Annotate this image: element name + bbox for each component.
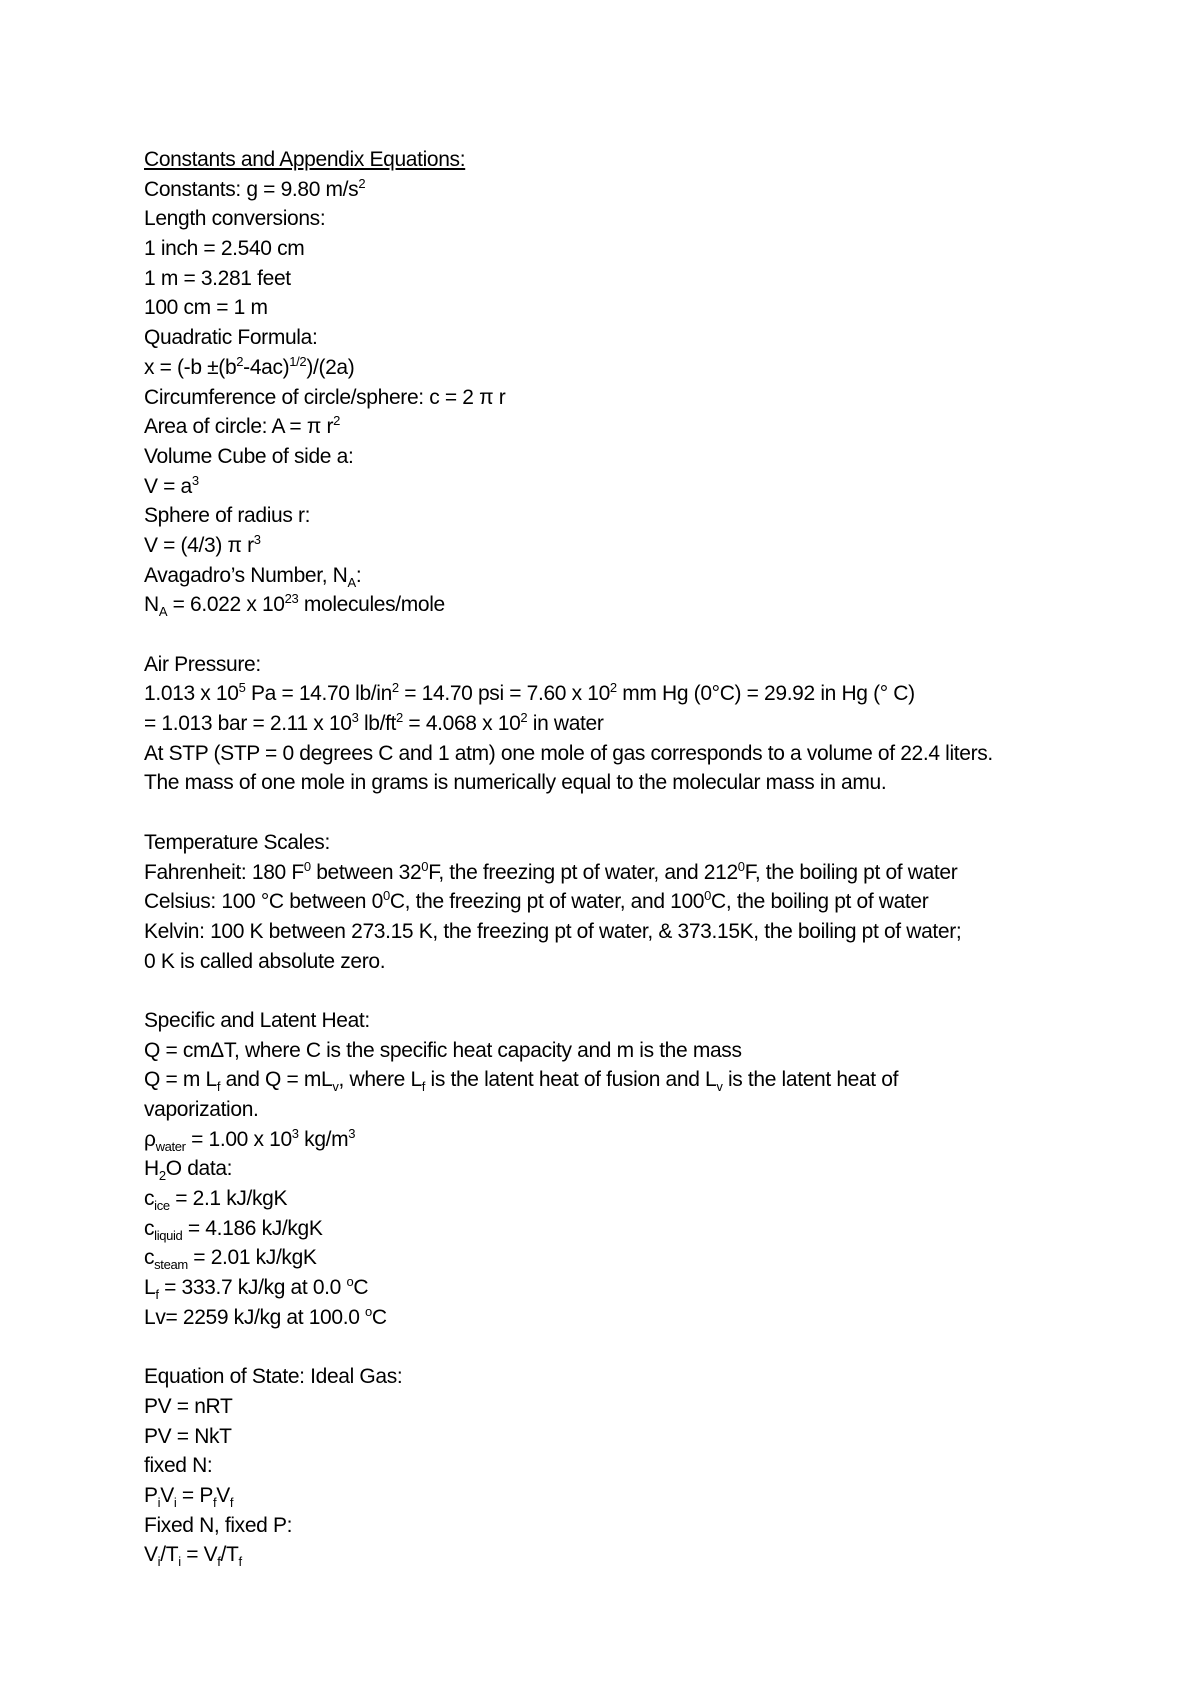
text-run: /T [160,1543,179,1567]
text-line [144,501,1104,531]
text-line [144,1154,1104,1184]
text-run: /T [220,1543,239,1567]
text-run: ρ [144,1127,156,1151]
text-line [144,1422,1104,1452]
subscript: f [229,1495,234,1511]
blank-line [144,1333,1104,1363]
text-run: O data: [165,1157,233,1181]
text-line [144,1451,1104,1481]
superscript: 2 [609,680,617,696]
text-run: = 1.013 bar = 2.11 x 10 [144,712,352,736]
superscript: 0 [382,888,390,904]
blank-line [144,798,1104,828]
text-run: H [144,1157,159,1181]
text-run: PV = NkT [144,1424,232,1448]
subscript: f [212,1495,217,1511]
text-run: = 2.1 kJ/kgK [169,1187,288,1211]
text-line [144,1095,1104,1125]
text-run: Fahrenheit: 180 F [144,860,304,884]
text-run: The mass of one mole in grams is numerically equal to the molecular mass in amu. [144,771,887,795]
text-run: Air Pressure: [144,652,261,676]
text-run: lb/ft [358,712,397,736]
text-line [144,1006,1104,1036]
superscript: 2 [333,413,340,429]
subscript: i [173,1495,177,1511]
text-run: = 14.70 psi = 7.60 x 10 [398,682,610,706]
superscript: 2 [358,175,366,191]
text-run: c [144,1187,155,1211]
text-line [144,917,1104,947]
text-run: V [144,1543,158,1567]
subscript: water [155,1138,186,1154]
text-run: vaporization. [144,1098,259,1121]
text-run: c [144,1216,155,1240]
subscript: f [217,1554,221,1570]
text-run: P [144,1483,158,1507]
text-run: Constants and Appendix Equations: [144,148,466,171]
superscript: 2 [391,680,399,696]
text-line [144,383,1104,413]
text-run: is the latent heat of fusion and L [425,1068,717,1092]
subscript: i [157,1554,161,1570]
text-run: Temperature Scales: [144,830,330,854]
text-run: Pa = 14.70 lb/in [245,682,392,706]
document-body [144,145,1104,1570]
text-run: Kelvin: 100 K between 273.15 K, the freezing pt of water, & 373.15K, the boiling pt of water; [144,919,962,943]
text-run: = 333.7 kJ/kg at 0.0 [158,1276,347,1300]
text-line [144,1362,1104,1392]
text-run: N [144,593,159,617]
text-run: = 4.186 kJ/kgK [182,1216,323,1240]
text-run: F, the boiling pt of water [744,860,958,884]
subscript: 2 [158,1168,166,1184]
superscript: 0 [737,858,745,874]
superscript: 3 [291,1125,299,1141]
text-run: Circumference of circle/sphere: c = 2 π r [144,385,506,409]
text-run: Area of circle: A = π r [144,415,334,439]
text-run: = 2.01 kJ/kgK [187,1246,317,1270]
text-run: Q = cmΔT, where C is the specific heat capacity and m is the mass [144,1038,742,1062]
superscript: 3 [253,531,261,547]
subscript: i [157,1495,161,1511]
superscript: 0 [303,858,311,874]
text-line [144,442,1104,472]
text-line [144,679,1104,709]
text-line [144,1214,1104,1244]
superscript: 3 [351,710,359,726]
superscript: 2 [396,710,403,726]
text-line [144,472,1104,502]
text-run: F, the freezing pt of water, and 212 [428,860,738,884]
text-run: molecules/mole [298,593,445,617]
text-line [144,1243,1104,1273]
text-run: -4ac) [243,355,290,379]
text-line [144,264,1104,294]
subscript: f [238,1554,242,1570]
text-line [144,828,1104,858]
text-run: V [216,1483,230,1507]
text-line [144,204,1104,234]
text-line [144,709,1104,739]
text-line [144,858,1104,888]
superscript: o [365,1303,372,1319]
subscript: v [332,1079,339,1095]
subscript: liquid [154,1227,183,1243]
superscript: 0 [704,888,712,904]
text-run: Fixed N, fixed P: [144,1513,293,1537]
text-run: , where L [338,1068,422,1092]
subscript: A [158,604,168,620]
text-line [144,561,1104,591]
text-run: 100 cm = 1 m [144,296,268,320]
text-run: Q = m L [144,1068,217,1092]
text-run: V = (4/3) π r [144,533,254,557]
text-line [144,1125,1104,1155]
subscript: f [421,1079,426,1095]
text-run: Volume Cube of side a: [144,444,354,468]
text-run: mm Hg (0°C) = 29.92 in Hg (° C) [616,682,915,706]
text-run: = 6.022 x 10 [167,593,285,617]
text-run: 1.013 x 10 [144,682,239,706]
text-run: )/(2a) [306,355,355,379]
text-run: Avagadro’s Number, N [144,563,348,587]
subscript: steam [154,1257,188,1273]
text-run: V [160,1483,174,1507]
superscript: 3 [191,472,199,488]
text-line [144,1481,1104,1511]
text-line [144,353,1104,383]
subscript: f [155,1287,159,1303]
subscript: A [347,574,356,590]
blank-line [144,620,1104,650]
superscript: 2 [520,710,528,726]
document-heading [144,145,1104,175]
text-run: fixed N: [144,1454,213,1478]
text-run: Sphere of radius r: [144,504,311,528]
text-line [144,175,1104,205]
superscript: 0 [421,858,429,874]
text-run: At STP (STP = 0 degrees C and 1 atm) one mole of gas corresponds to a volume of 22.4 liters. [144,741,993,765]
superscript: 5 [238,680,246,696]
text-line [144,293,1104,323]
text-run: Equation of State: Ideal Gas: [144,1365,403,1389]
text-run: Length conversions: [144,207,326,231]
text-line [144,1303,1104,1333]
text-line [144,412,1104,442]
text-line [144,768,1104,798]
text-run: Constants: g = 9.80 m/s [144,177,359,201]
text-run: Celsius: 100 °C between 0 [144,890,383,914]
text-run: = V [180,1543,218,1567]
superscript: o [346,1274,354,1290]
subscript: ice [154,1198,170,1214]
subscript: f [216,1079,221,1095]
text-run: Quadratic Formula: [144,326,318,350]
text-run: x = (-b ±(b [144,355,237,379]
text-run: 0 K is called absolute zero. [144,949,386,973]
subscript: v [716,1079,723,1095]
text-run: in water [527,712,604,736]
text-run: : [355,563,362,587]
text-line [144,1392,1104,1422]
text-run: is the latent heat of [722,1068,899,1092]
text-run: = P [176,1483,213,1507]
text-line [144,650,1104,680]
text-run: = 4.068 x 10 [402,712,521,736]
text-run: C [353,1276,369,1300]
superscript: 3 [348,1125,356,1141]
text-line [144,1184,1104,1214]
text-run: PV = nRT [144,1394,233,1418]
text-run: kg/m [298,1127,349,1151]
text-run: Lv= 2259 kJ/kg at 100.0 [144,1305,366,1329]
text-line [144,1511,1104,1541]
text-run: c [144,1246,155,1270]
superscript: 1/2 [289,353,307,369]
text-line [144,1036,1104,1066]
text-line [144,1273,1104,1303]
text-run: 1 inch = 2.540 cm [144,237,305,261]
text-line [144,1540,1104,1570]
text-run: C, the boiling pt of water [711,890,929,914]
subscript: i [178,1554,181,1570]
superscript: 23 [284,591,299,607]
text-line [144,887,1104,917]
text-run: = 1.00 x 10 [185,1127,292,1151]
text-line [144,531,1104,561]
text-line [144,590,1104,620]
text-line [144,947,1104,977]
text-line [144,323,1104,353]
superscript: 2 [236,353,244,369]
text-run: C, the freezing pt of water, and 100 [389,890,705,914]
text-run: 1 m = 3.281 feet [144,266,291,290]
text-line [144,234,1104,264]
text-line [144,1065,1104,1095]
text-run: V = a [144,474,192,498]
text-run: L [144,1276,156,1300]
text-run: C [371,1305,387,1329]
text-run: Specific and Latent Heat: [144,1008,370,1032]
text-line [144,739,1104,769]
text-run: between 32 [310,860,422,884]
blank-line [144,976,1104,1006]
text-run: and Q = mL [220,1068,333,1092]
